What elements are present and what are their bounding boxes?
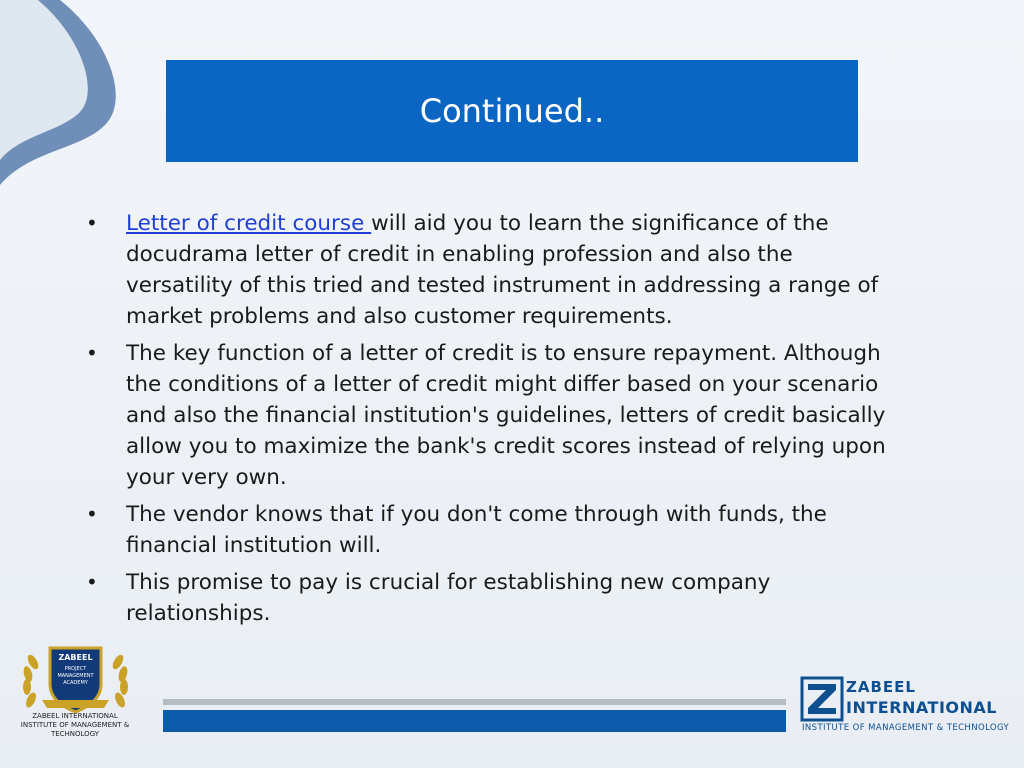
- slide-content: [84, 208, 904, 635]
- badge-line: PROJECT: [64, 666, 87, 672]
- academy-caption-line2: INSTITUTE OF MANAGEMENT & TECHNOLOGY: [20, 721, 130, 738]
- bullet-text: The vendor knows that if you don't come through with funds, the financial institution will.: [126, 502, 827, 558]
- bullet-icon: •: [86, 211, 98, 235]
- bullet-icon: •: [86, 341, 98, 365]
- corner-swoosh-decoration: [0, 0, 130, 190]
- title-banner: [166, 60, 858, 162]
- academy-badge-logo: [0, 640, 150, 768]
- badge-line: ZABEEL: [58, 653, 93, 662]
- bullet-text: will aid you to learn the significance of the docudrama letter of credit in enabling profession and also the versatility of this tried and tested instrument in addressing a range of market problems and also customer requirements.: [126, 211, 879, 329]
- badge-line: ACADEMY: [63, 680, 88, 686]
- bullet-icon: •: [86, 570, 98, 594]
- brand-name-line1: ZABEEL: [846, 678, 916, 696]
- bullet-item: [84, 499, 904, 561]
- academy-caption-line1: ZABEEL INTERNATIONAL: [32, 712, 118, 720]
- bullet-item: [84, 338, 904, 493]
- brand-tagline: INSTITUTE OF MANAGEMENT & TECHNOLOGY: [802, 723, 1010, 733]
- footer-divider-blue: [163, 710, 786, 732]
- academy-caption: [2, 712, 148, 739]
- badge-line: MANAGEMENT: [57, 673, 94, 679]
- zabeel-international-logo: [800, 676, 1024, 738]
- bullet-list: [84, 208, 904, 629]
- slide-title: Continued..: [419, 92, 605, 130]
- zabeel-z-mark-icon: [800, 676, 844, 722]
- bullet-icon: •: [86, 502, 98, 526]
- bullet-text: The key function of a letter of credit is to ensure repayment. Although the conditions of a letter of credit might differ based on your scenario and also the financial institution's guidelines, letters of credit basically allow you to maximize the bank's credit scores instead of relying upon your very own.: [126, 341, 886, 490]
- brand-name-line2: INTERNATIONAL: [846, 698, 997, 717]
- footer-divider-gray: [163, 699, 786, 705]
- bullet-item: [84, 567, 904, 629]
- letter-of-credit-course-link[interactable]: Letter of credit course: [126, 211, 372, 236]
- bullet-text: This promise to pay is crucial for establishing new company relationships.: [126, 570, 771, 626]
- bullet-item: [84, 208, 904, 332]
